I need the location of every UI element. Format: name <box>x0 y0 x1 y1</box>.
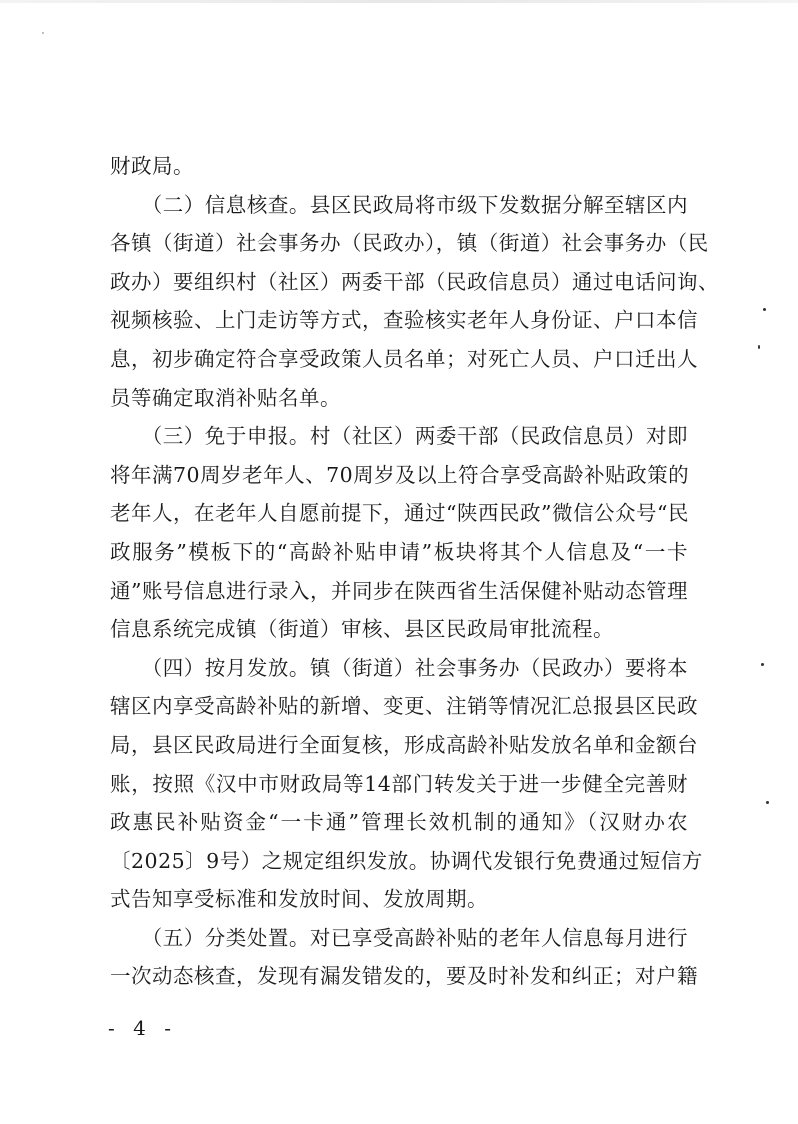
text-line: （五）分类处置。对已享受高龄补贴的老年人信息每月进行 <box>110 925 688 950</box>
body-text <box>110 147 719 996</box>
text-line: （三）免于申报。村（社区）两委干部（民政信息员）对即 <box>110 424 688 449</box>
scan-speck <box>758 345 760 349</box>
text-line: 政服务”模板下的“高龄补贴申请”板块将其个人信息及“一卡 <box>110 539 688 564</box>
text-line: 〔2025〕9号）之规定组织发放。协调代发银行免费通过短信方 <box>110 848 703 873</box>
text-line: 局，县区民政局进行全面复核，形成高龄补贴发放名单和金额台 <box>110 732 698 757</box>
text-line: 视频核验、上门走访等方式，查验核实老年人身份证、户口本信 <box>110 308 698 333</box>
page-number: - 4 - <box>108 1016 177 1040</box>
text-line: 政办）要组织村（社区）两委干部（民政信息员）通过电话问询、 <box>110 269 719 294</box>
scan-speck <box>766 801 769 804</box>
text-line: 式告知享受标准和发放时间、发放周期。 <box>110 887 488 912</box>
text-line: 财政局。 <box>110 154 194 178</box>
text-line: （二）信息核查。县区民政局将市级下发数据分解至辖区内 <box>110 192 688 217</box>
text-line: 账，按照《汉中市财政局等14部门转发关于进一步健全完善财 <box>110 771 688 796</box>
text-line: 政惠民补贴资金“一卡通”管理长效机制的通知》（汉财办农 <box>110 810 688 835</box>
text-line: 将年满70周岁老年人、70周岁及以上符合享受高龄补贴政策的 <box>110 462 690 487</box>
text-line: 息，初步确定符合享受政策人员名单；对死亡人员、户口迁出人 <box>110 346 698 371</box>
text-line: 老年人，在老年人自愿前提下，通过“陕西民政”微信公众号“民 <box>110 501 689 526</box>
text-line: 辖区内享受高龄补贴的新增、变更、注销等情况汇总报县区民政 <box>110 694 698 719</box>
text-line: 一次动态核查，发现有漏发错发的，要及时补发和纠正；对户籍 <box>110 964 698 989</box>
text-line: 信息系统完成镇（街道）审核、县区民政局审批流程。 <box>110 617 614 642</box>
scan-speck <box>42 32 44 34</box>
text-line: 员等确定取消补贴名单。 <box>110 385 341 410</box>
scan-edge-top <box>0 0 798 3</box>
scan-speck <box>763 308 766 311</box>
text-line: 各镇（街道）社会事务办（民政办），镇（街道）社会事务办（民 <box>110 231 709 256</box>
scan-speck <box>761 663 764 666</box>
text-line: （四）按月发放。镇（街道）社会事务办（民政办）要将本 <box>110 655 688 680</box>
text-line: 通”账号信息进行录入，并同步在陕西省生活保健补贴动态管理 <box>110 578 688 603</box>
